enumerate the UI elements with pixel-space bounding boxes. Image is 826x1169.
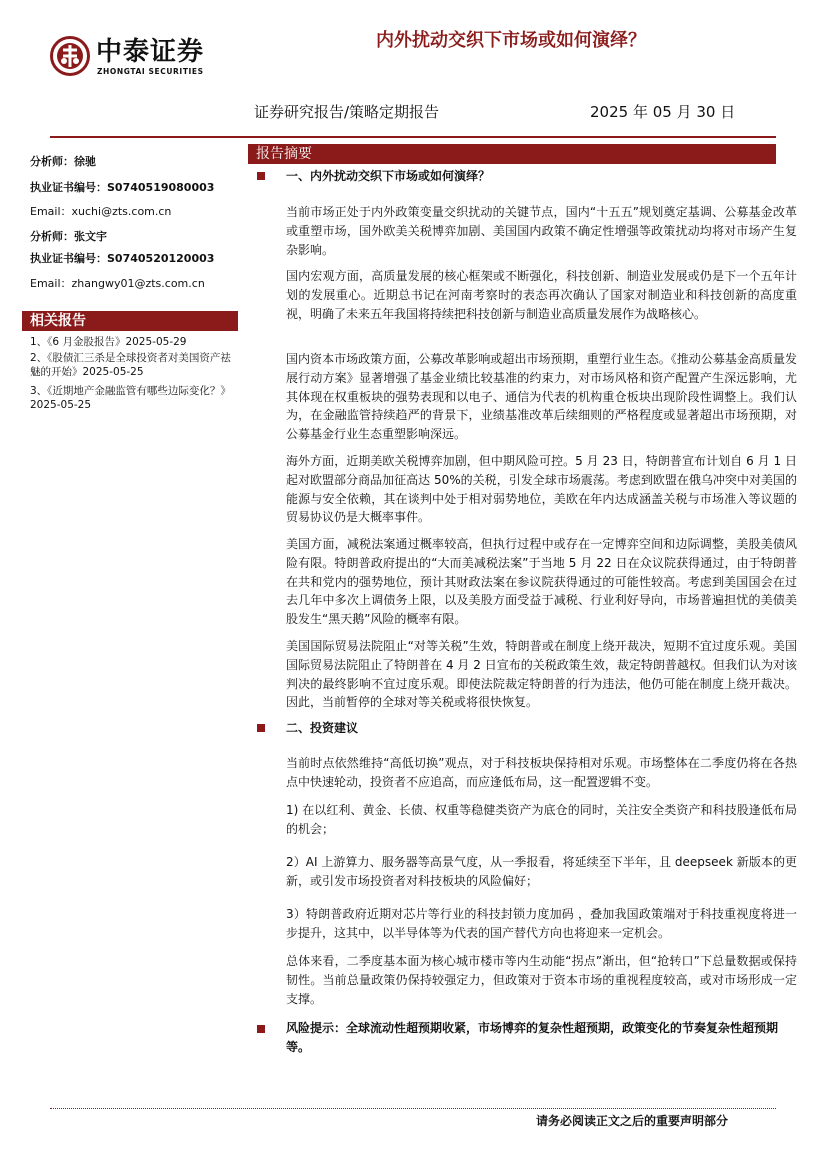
zhongtai-logo-icon xyxy=(50,36,90,76)
section-bullet-icon xyxy=(257,724,265,732)
section-2-para-4: 3）特朗普政府近期对芯片等行业的科技封锁力度加码 ，叠加我国政策端对于科技重视度将进一步提升，这其中，以半导体等为代表的国产替代方向也将迎来一定机会。 xyxy=(286,907,797,940)
section-1-para-3: 国内资本市场政策方面，公募改革影响或超出市场预期，重塑行业生态。《推动公募基金高质量发展行动方案》显著增强了基金业绩比较基准的约束力，对市场风格和资产配置产生深远影响，尤其体现在权重板块的强势表现和以电子、通信为代表的机构重仓板块出现阶段性调整上。我们认为，在金融监管持续趋严的背景下，业绩基准改革后续细则的严格程度或显著超出市场预期，对公募基金行业生态重塑影响深远。 xyxy=(286,352,797,442)
section-2-para-5: 总体来看，二季度基本面为核心城市楼市等内生动能“拐点”渐出，但“抢转口”下总量数据或保持韧性。当前总量政策仍保持较强定力，但政策对于资本市场的重视程度较高，或对市场形成一定支撑。 xyxy=(286,954,797,1006)
section-1-para-4: 海外方面，近期美欧关税博弈加剧，但中期风险可控。5 月 23 日，特朗普宣布计划自 6 月 1 日起对欧盟部分商品加征高达 50%的关税，引发全球市场震荡。考虑到欧盟在俄乌冲突中对美国的能源与安全依赖，其在谈判中处于相对弱势地位，美欧在年内达成涵盖关税与市场准入等议题的贸易协议仍是大概率事件。 xyxy=(286,454,797,525)
section-bullet-icon xyxy=(257,172,265,180)
analyst-1-name: 分析师：徐驰 xyxy=(30,155,96,168)
section-1-para-2: 国内宏观方面，高质量发展的核心框架或不断强化，科技创新、制造业发展或仍是下一个五年计划的发展重心。近期总书记在河南考察时的表态再次确认了国家对制造业和科技创新的高度重视，明确了未来五年我国将持续把科技创新与制造业高质量发展作为战略核心。 xyxy=(286,269,797,321)
report-type: 证券研究报告/策略定期报告 xyxy=(254,103,440,121)
analyst-2-email[interactable]: Email：zhangwy01@zts.com.cn xyxy=(30,277,205,290)
section-2-para-1: 当前时点依然维持“高低切换”观点，对于科技板块保持相对乐观。市场整体在二季度仍将在各热点中快速轮动，投资者不应追高，而应逢低布局，这一配置逻辑不变。 xyxy=(286,756,797,789)
related-report-2[interactable]: 2、《股债汇三杀是全球投资者对美国资产祛魅的开始》2025-05-25 xyxy=(30,352,231,378)
risk-warning: 风险提示：全球流动性超预期收紧，市场博弈的复杂性超预期，政策变化的节奏复杂性超预期等。 xyxy=(286,1021,779,1054)
analyst-1-cert: 执业证书编号：S0740519080003 xyxy=(30,181,215,194)
company-logo xyxy=(50,36,220,78)
section-1-title: 一、内外扰动交织下市场或如何演绎？ xyxy=(286,169,491,183)
section-2-title: 二、投资建议 xyxy=(286,721,359,735)
section-2-para-3: 2）AI 上游算力、服务器等高景气度，从一季报看，将延续至下半年，且 deepseek 新版本的更新，或引发市场投资者对科技板块的风险偏好； xyxy=(286,855,797,888)
report-date: 2025 年 05 月 30 日 xyxy=(590,103,736,121)
footer-disclaimer: 请务必阅读正文之后的重要声明部分 xyxy=(536,1114,729,1128)
section-bullet-icon xyxy=(257,1025,265,1033)
analyst-2-name: 分析师：张文宇 xyxy=(30,230,107,243)
section-1-para-6: 美国国际贸易法院阻止“对等关税”生效，特朗普或在制度上绕开裁决，短期不宜过度乐观。美国国际贸易法院阻止了特朗普在 4 月 2 日宣布的关税政策生效，裁定特朗普越权。但我们认为对该判决的最终影响不宜过度乐观。即使法院裁定特朗普的行为违法，他仍可能在制度上绕开裁决。因此，当前暂停的全球对等关税或将很快恢复。 xyxy=(286,639,797,710)
section-1-para-5: 美国方面，减税法案通过概率较高，但执行过程中或存在一定博弈空间和边际调整，美股美债风险有限。特朗普政府提出的“大而美减税法案”于当地 5 月 22 日在众议院获得通过，由于特朗普在共和党内的强势地位，预计其财政法案在参议院获得通过的可能性较高。考虑到美国国会在过去几年中多次上调债务上限，以及美股方面受益于减税、行业利好导向，市场普遍担忧的美债美股发生“黑天鹅”风险的概率有限。 xyxy=(286,537,797,627)
analyst-1-email[interactable]: Email：xuchi@zts.com.cn xyxy=(30,205,172,218)
report-title: 内外扰动交织下市场或如何演绎？ xyxy=(376,30,646,51)
related-report-3[interactable]: 3、《近期地产金融监管有哪些边际变化？》2025-05-25 xyxy=(30,385,231,411)
header-divider xyxy=(50,136,776,138)
summary-header: 报告摘要 xyxy=(248,144,776,164)
related-reports-header: 相关报告 xyxy=(22,311,238,331)
section-1-para-1: 当前市场正处于内外政策变量交织扰动的关键节点，国内“十五五”规划奠定基调、公募基金改革或重塑市场，国外欧美关税博弈加剧、美国国内政策不确定性增强等政策扰动均将对市场产生复杂影响。 xyxy=(286,205,797,257)
logo-text-cn: 中泰证券 xyxy=(96,37,205,67)
analyst-2-cert: 执业证书编号：S0740520120003 xyxy=(30,252,215,265)
logo-text-en: ZHONGTAI SECURITIES xyxy=(97,67,204,76)
related-report-1[interactable]: 1、《6 月金股报告》2025-05-29 xyxy=(30,336,187,348)
footer-divider xyxy=(50,1108,776,1110)
section-2-para-2: 1) 在以红利、黄金、长债、权重等稳健类资产为底仓的同时，关注安全类资产和科技股逢低布局的机会； xyxy=(286,803,797,836)
